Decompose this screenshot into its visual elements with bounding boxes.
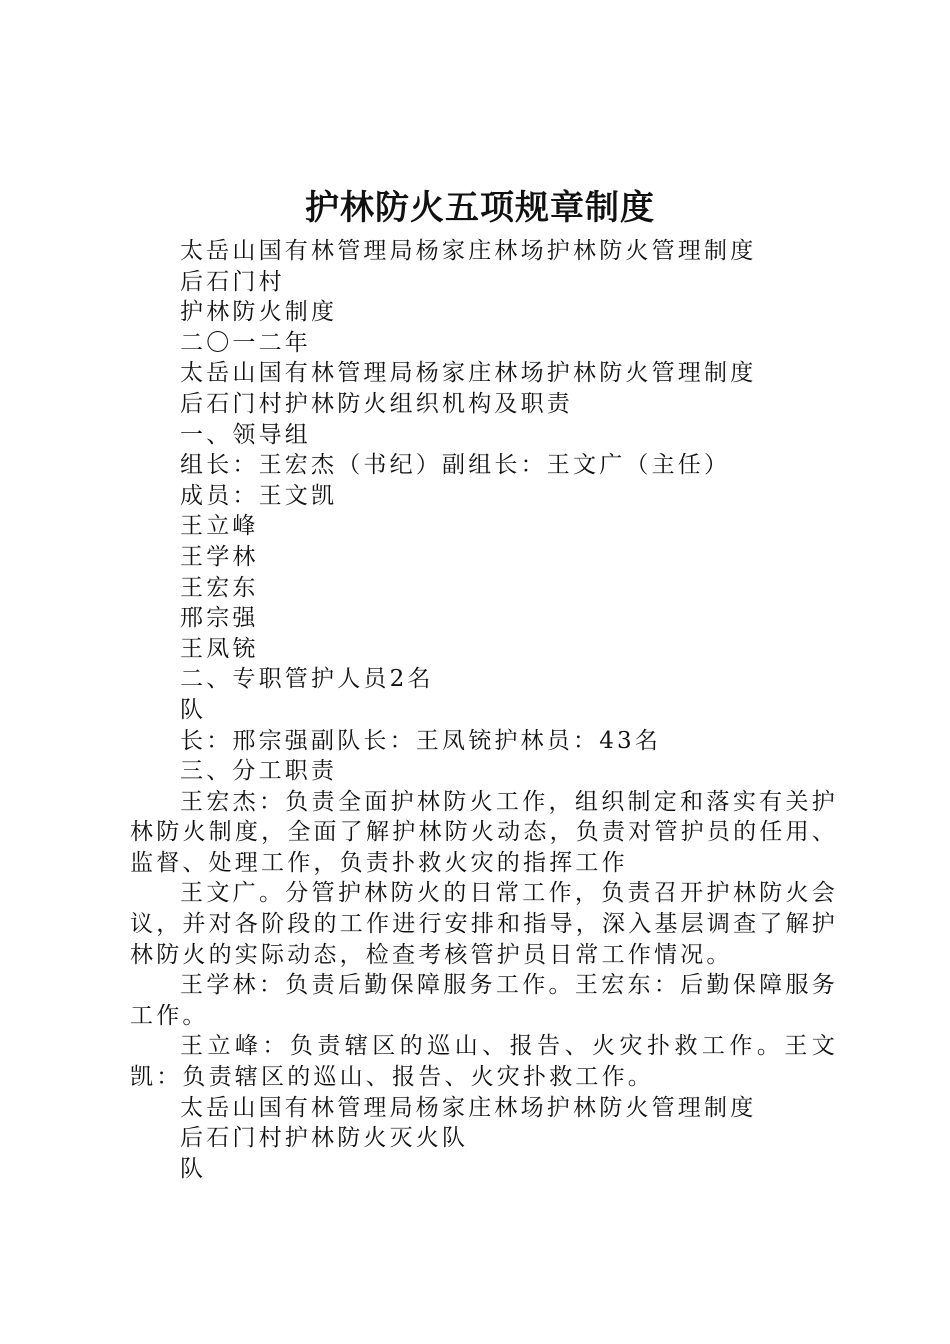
text-line: 队 [180, 696, 207, 723]
text-line: 组长：王宏杰（书纪）副组长：王文广（主任） [180, 452, 731, 479]
text-line: 后石门村护林防火组织机构及职责 [180, 390, 573, 417]
duty-paragraph: 王立峰：负责辖区的巡山、报告、火灾扑救工作。王文凯：负责辖区的巡山、报告、火灾扑救工作。 [130, 1033, 838, 1091]
member-name: 王宏东 [180, 574, 259, 601]
document-title: 护林防火五项规章制度 [305, 188, 655, 228]
text-line: 成员：王文凯 [180, 482, 338, 509]
text-line: 队 [180, 1155, 207, 1182]
duty-paragraph: 王宏杰：负责全面护林防火工作，组织制定和落实有关护林防火制度，全面了解护林防火动态，负责对管护员的任用、监督、处理工作，负责扑救火灾的指挥工作 [130, 788, 838, 876]
text-line: 太岳山国有林管理局杨家庄林场护林防火管理制度 [180, 238, 757, 264]
member-name: 王学林 [180, 543, 259, 570]
duty-paragraph: 王学林：负责后勤保障服务工作。王宏东：后勤保障服务工作。 [130, 972, 838, 1029]
member-name: 邢宗强 [180, 605, 259, 632]
section-heading: 一、领导组 [180, 421, 311, 448]
text-line: 长：邢宗强副队长：王凤铳护林员：43名 [180, 727, 662, 754]
document-body [130, 236, 850, 1184]
section-heading: 三、分工职责 [180, 758, 338, 785]
text-line: 后石门村 [180, 268, 285, 295]
text-line: 太岳山国有林管理局杨家庄林场护林防火管理制度 [180, 1094, 757, 1121]
text-line: 二〇一二年 [180, 329, 311, 356]
text-line: 太岳山国有林管理局杨家庄林场护林防火管理制度 [180, 360, 757, 387]
text-line: 护林防火制度 [180, 299, 338, 326]
section-heading: 二、专职管护人员2名 [180, 666, 434, 693]
duty-paragraph: 王文广。分管护林防火的日常工作，负责召开护林防火会议，并对各阶段的工作进行安排和指导，深入基层调查了解护林防火的实际动态，检查考核管护员日常工作情况。 [130, 880, 838, 968]
member-name: 王立峰 [180, 513, 259, 540]
member-name: 王凤铳 [180, 635, 259, 662]
text-line: 后石门村护林防火灭火队 [180, 1125, 469, 1152]
